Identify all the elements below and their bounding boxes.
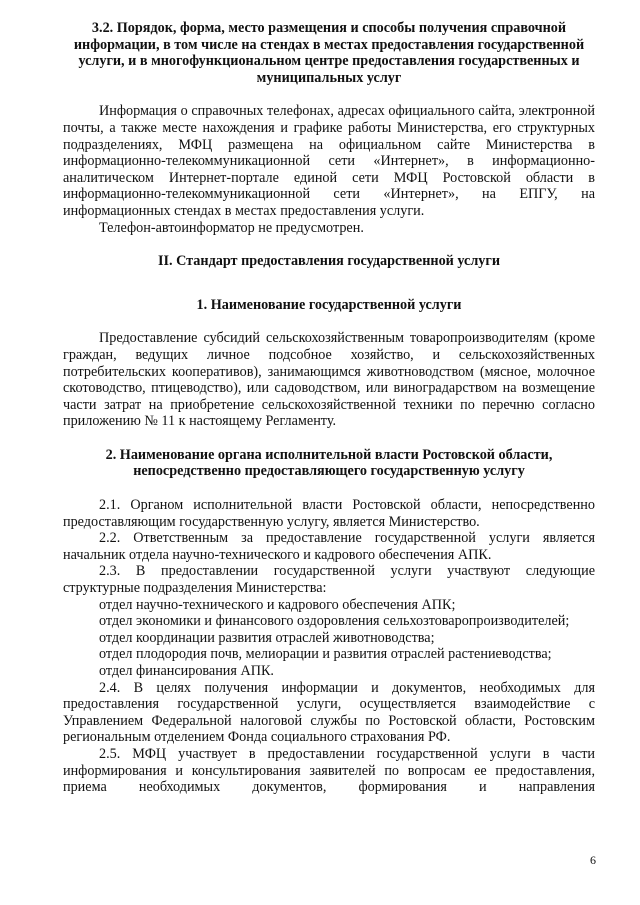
section-1-title: 1. Наименование государственной услуги (196, 296, 462, 313)
section-2-4: 2.4. В целях получения информации и документов, необходимых для предоставления государственной услуги, осуществляется взаимодействие с Управлением Федеральной налоговой службы по Ростовской области, Ростовским региональным отделением Фонда социального страхования РФ. (63, 679, 595, 746)
section-2-title: 2. Наименование органа исполнительной власти Ростовской области, непосредственно предоставляющего государственную услугу (105, 446, 553, 480)
list-item-3: отдел координации развития отраслей животноводства; (99, 629, 435, 646)
section-1-paragraph-1: Предоставление субсидий сельскохозяйственным товаропроизводителям (кроме граждан, ведущих личное подсобное хозяйство, и сельскохозяйственных потребительских кооперативов), занимающимся животноводством (мясное, молочное скотоводство, птицеводство), или садоводством, или виноградарством на возмещение части затрат на приобретение сельскохозяйственной техники по перечню согласно приложению № 11 к настоящему Регламенту. (63, 330, 595, 430)
section-3-2-title: 3.2. Порядок, форма, место размещения и способы получения справочной информации, в том числе на стендах в местах предоставления государственной услуги, и в многофункциональном центре предоставления государственных и муниципальных услуг (73, 20, 585, 86)
section-2-1: 2.1. Органом исполнительной власти Ростовской области, непосредственно предоставляющим государственную услугу, является Министерство. (63, 497, 595, 530)
list-item-4: отдел плодородия почв, мелиорации и развития отраслей растениеводства; (99, 646, 552, 663)
section-2-2: 2.2. Ответственным за предоставление государственной услуги является начальник отдела научно-технического и кадрового обеспечения АПК. (63, 530, 595, 563)
page-number: 6 (590, 853, 596, 867)
list-item-5: отдел финансирования АПК. (99, 663, 274, 679)
section-3-2-paragraph-2: Телефон-автоинформатор не предусмотрен. (99, 219, 364, 236)
section-2-3: 2.3. В предоставлении государственной услуги участвуют следующие структурные подразделения Министерства: (63, 563, 595, 597)
page-content (63, 20, 595, 796)
part-2-title: II. Стандарт предоставления государственной услуги (157, 253, 501, 270)
section-3-2-paragraph-1: Информация о справочных телефонах, адресах официального сайта, электронной почты, а также месте нахождения и графике работы Министерства, его структурных подразделениях, МФЦ размещена на официальном сайте Министерства в информационно-телекоммуникационной сети «Интернет», в информационно-аналитическом Интернет-портале единой сети МФЦ Ростовской области в информационно-телекоммуникационной сети «Интернет», на ЕПГУ, на информационных стендах в местах предоставления услуги. (63, 103, 595, 219)
list-item-2: отдел экономики и финансового оздоровления сельхозтоваропроизводителей; (99, 613, 570, 630)
list-item-1: отдел научно-технического и кадрового обеспечения АПК; (99, 596, 456, 613)
section-2-5: 2.5. МФЦ участвует в предоставлении государственной услуги в части информирования и консультирования заявителей по вопросам ее предоставления, приема необходимых документов, формирования и направления (63, 745, 595, 796)
